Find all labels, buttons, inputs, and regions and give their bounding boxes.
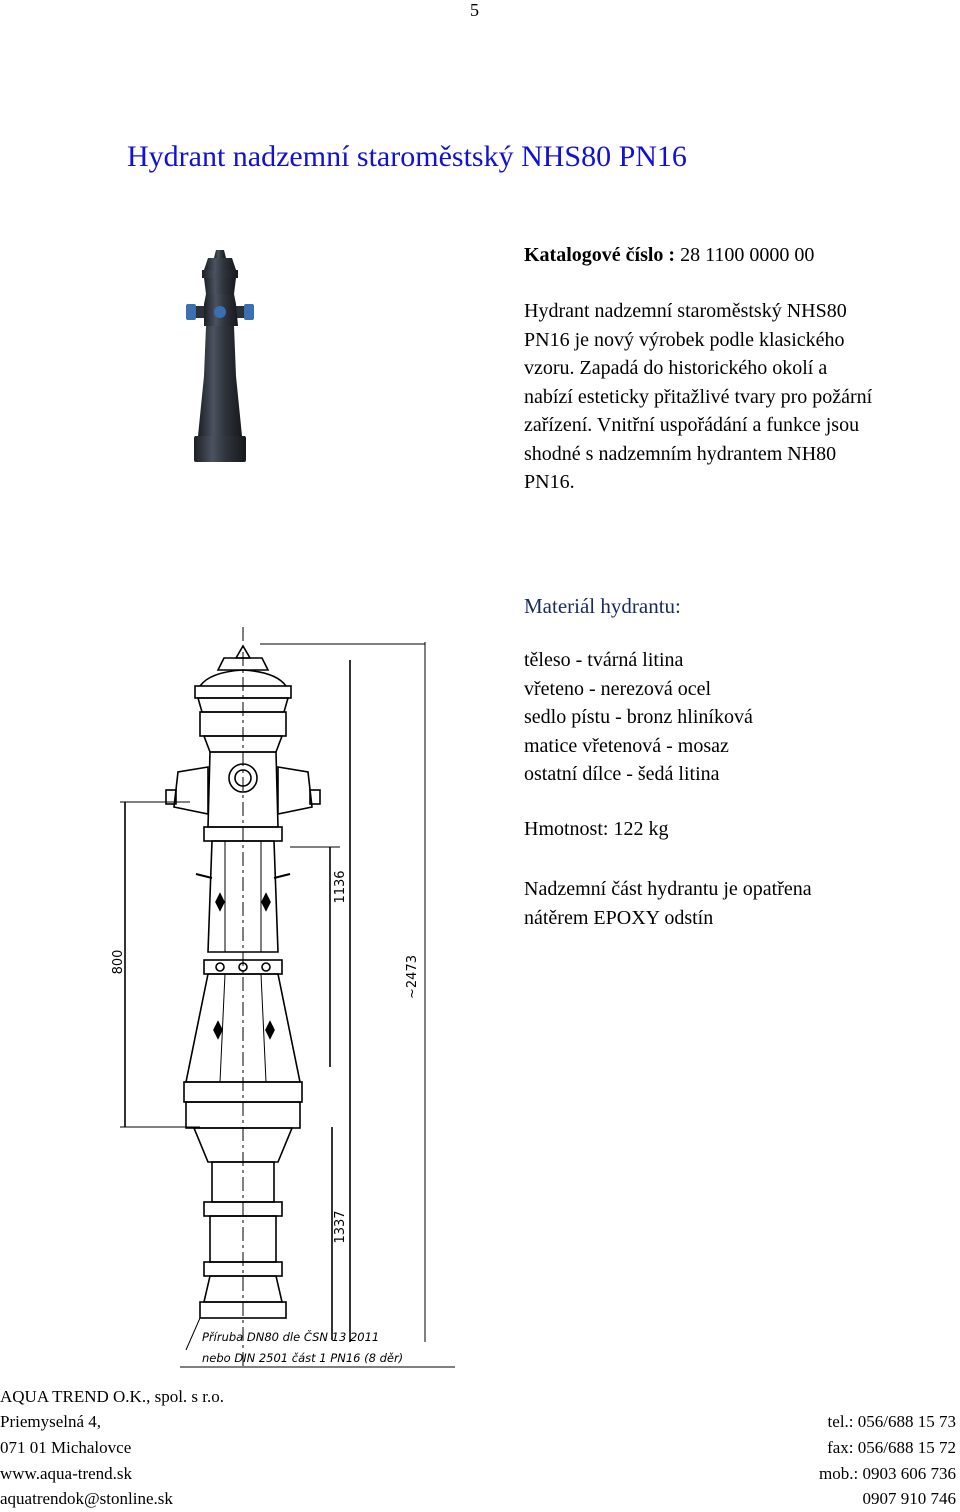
page-number: 5 (470, 0, 479, 20)
dim-1136: 1136 (333, 870, 348, 904)
footer-web-link[interactable]: www.aqua-trend.sk (0, 1464, 133, 1483)
weight: Hmotnost: 122 kg (524, 818, 669, 840)
catalog-value: 28 1100 0000 00 (675, 244, 815, 266)
dim-2473: ~2473 (405, 955, 420, 999)
description-line: shodné s nadzemním hydrantem NH80 (524, 442, 837, 465)
hydrant-drawing (100, 622, 460, 1372)
footer-street: Priemyselná 4, (0, 1412, 102, 1431)
coating (524, 875, 812, 933)
material-heading: Materiál hydrantu: (524, 594, 681, 618)
material-list (524, 646, 753, 789)
footer-city: 071 01 Michalovce (0, 1438, 132, 1457)
page-title: Hydrant nadzemní staroměstský NHS80 PN16 (127, 140, 687, 173)
description-line: zařízení. Vnitřní uspořádání a funkce jsou (524, 414, 860, 436)
flange-note-line1: Příruba DN80 dle ČSN 13 2011 (202, 1330, 380, 1344)
description (524, 297, 954, 497)
description-line: nabízí esteticky přitažlivé tvary pro požární (524, 385, 873, 408)
footer-company: AQUA TREND O.K., spol. s r.o. (0, 1387, 225, 1406)
dim-1337: 1337 (333, 1210, 348, 1244)
description-line: vzoru. Zapadá do historického okolí a (524, 357, 828, 379)
coating-line: nátěrem EPOXY odstín (524, 907, 714, 929)
description-line: Hydrant nadzemní staroměstský NHS80 (524, 300, 847, 322)
material-item: těleso - tvárná litina (524, 649, 684, 671)
material-item: matice vřetenová - mosaz (524, 734, 729, 757)
material-item: sedlo pístu - bronz hliníková (524, 706, 753, 729)
dim-800: 800 (111, 949, 126, 975)
footer-mob: mob.: 0903 606 736 (819, 1464, 956, 1483)
footer-email-link[interactable]: aquatrendok@stonline.sk (0, 1489, 173, 1508)
coating-line: Nadzemní část hydrantu je opatřena (524, 878, 812, 900)
footer-fax: fax: 056/688 15 72 (827, 1438, 956, 1457)
catalog-number (524, 244, 814, 267)
footer-mob2: 0907 910 746 (862, 1489, 956, 1508)
hydrant-photo (180, 246, 260, 468)
catalog-label: Katalogové číslo : (524, 244, 676, 266)
flange-note-line2: nebo DIN 2501 část 1 PN16 (8 děr) (202, 1351, 404, 1365)
description-line: PN16. (524, 471, 575, 493)
material-item: ostatní dílce - šedá litina (524, 763, 720, 786)
footer-tel: tel.: 056/688 15 73 (827, 1412, 956, 1431)
material-item: vřeteno - nerezová ocel (524, 677, 712, 700)
description-line: PN16 je nový výrobek podle klasického (524, 328, 845, 351)
